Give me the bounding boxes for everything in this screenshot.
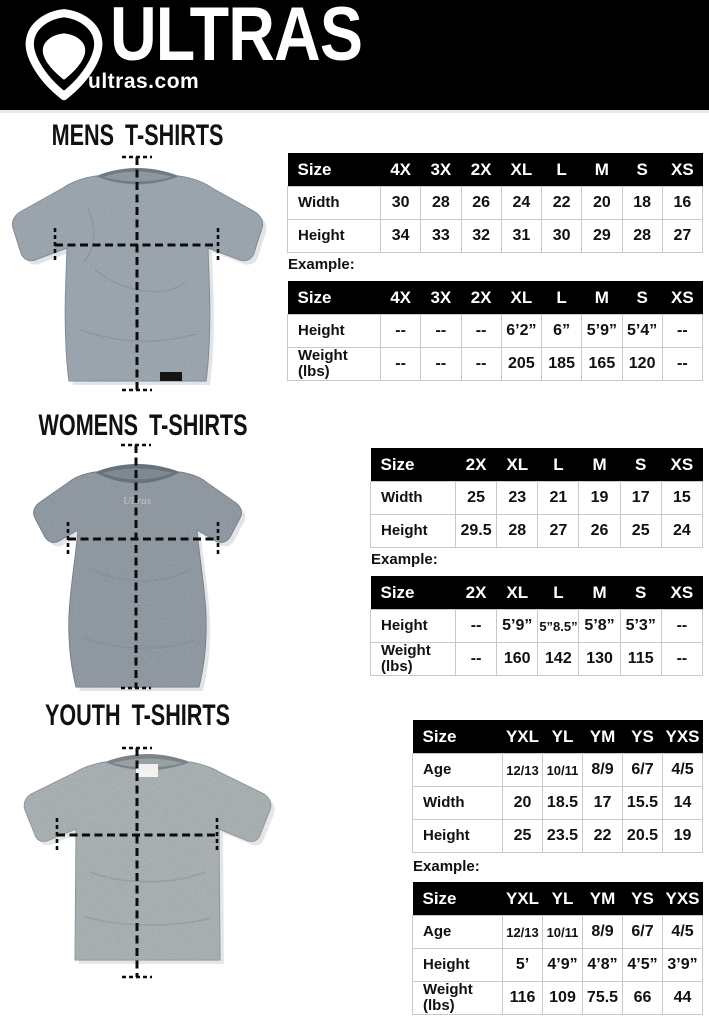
row-label: Weight (lbs) [371,643,456,676]
table-row [413,949,703,982]
size-header-cell: XS [662,153,702,187]
size-header-cell: YXS [663,720,703,754]
cell-value: 16 [662,187,702,220]
cell-value: -- [381,315,421,348]
cell-value: 120 [622,348,662,381]
section-title-youth: YOUTH T-SHIRTS [44,699,231,732]
womens-size-table [370,448,703,548]
youth-tshirt-image [5,742,290,982]
cell-value: 6/7 [623,916,663,949]
size-column-label: Size [371,448,456,482]
size-header-cell: S [622,153,662,187]
cell-value: -- [661,610,702,643]
cell-value: 23.5 [543,820,583,853]
brand-title: ULTRAS [110,0,363,77]
cell-value: 3’9” [663,949,703,982]
mens-size-table [287,153,703,253]
cell-value: 5’ [503,949,543,982]
cell-value: 21 [538,482,579,515]
cell-value: 5”8.5” [538,610,579,643]
size-header-cell: M [582,153,622,187]
cell-value: 24 [661,515,702,548]
cell-value: 33 [421,220,461,253]
cell-value: 6/7 [623,754,663,787]
size-header-cell: M [579,576,620,610]
cell-value: 4’9” [543,949,583,982]
cell-value: -- [661,643,702,676]
cell-value: 17 [583,787,623,820]
cell-value: 22 [542,187,582,220]
row-label: Height [371,515,456,548]
cell-value: 20 [503,787,543,820]
cell-value: 34 [381,220,421,253]
size-header-cell: M [579,448,620,482]
womens-tshirt-image [15,438,270,703]
cell-value: 5’9” [497,610,538,643]
size-column-label: Size [413,720,503,754]
cell-value: 109 [543,982,583,1015]
cell-value: -- [662,348,702,381]
size-header-cell: 2X [461,281,501,315]
cell-value: 18.5 [543,787,583,820]
size-header-cell: YL [543,720,583,754]
cell-value: 130 [579,643,620,676]
size-header-cell: XL [501,281,541,315]
cell-value: 4/5 [663,754,703,787]
table-row [288,315,703,348]
cell-value: -- [461,348,501,381]
row-label: Age [413,916,503,949]
size-header-cell: L [538,576,579,610]
cell-value: 142 [538,643,579,676]
cell-value: 44 [663,982,703,1015]
cell-value: 116 [503,982,543,1015]
row-label: Weight (lbs) [288,348,381,381]
mens-example-table [287,281,703,381]
size-header-cell: XS [661,448,702,482]
cell-value: 15.5 [623,787,663,820]
size-header-cell: YL [543,882,583,916]
size-header-cell: YXL [503,882,543,916]
row-label: Height [288,220,381,253]
site-header [0,0,709,113]
cell-value: 5’9” [582,315,622,348]
table-row [413,820,703,853]
size-header-cell: XL [501,153,541,187]
heather-texture [24,762,271,960]
size-header-cell: XL [497,576,538,610]
youth-example-label: Example: [413,858,480,875]
table-row [371,643,703,676]
size-header-cell: S [620,448,661,482]
cell-value: -- [662,315,702,348]
row-label: Weight (lbs) [413,982,503,1015]
size-header-cell: 3X [421,281,461,315]
table-row [371,515,703,548]
cell-value: 23 [497,482,538,515]
table-row [413,787,703,820]
cell-value: 75.5 [583,982,623,1015]
size-header-cell: 4X [381,281,421,315]
row-label: Height [371,610,456,643]
cell-value: 19 [663,820,703,853]
size-header-cell: YXS [663,882,703,916]
cell-value: 20.5 [623,820,663,853]
site-url: ultras.com [88,70,200,93]
cell-value: 20 [582,187,622,220]
chest-print: Ultras [122,495,152,507]
cell-value: -- [461,315,501,348]
womens-example-table [370,576,703,676]
cell-value: 115 [620,643,661,676]
cell-value: 6’2” [501,315,541,348]
cell-value: -- [421,315,461,348]
cell-value: 28 [497,515,538,548]
size-header-cell: 4X [381,153,421,187]
cell-value: -- [456,643,497,676]
row-label: Height [413,820,503,853]
cell-value: 26 [461,187,501,220]
table-row [288,220,703,253]
youth-size-table [412,720,703,853]
row-label: Width [371,482,456,515]
size-header-cell: L [538,448,579,482]
size-column-label: Size [371,576,456,610]
table-row [413,916,703,949]
cell-value: 24 [501,187,541,220]
cell-value: 29 [582,220,622,253]
table-row [371,482,703,515]
cell-value: 30 [542,220,582,253]
cell-value: -- [421,348,461,381]
row-label: Age [413,754,503,787]
cell-value: 26 [579,515,620,548]
cell-value: 4’8” [583,949,623,982]
youth-example-table [412,882,703,1015]
cell-value: 31 [501,220,541,253]
cell-value: 27 [538,515,579,548]
cell-value: 25 [456,482,497,515]
cell-value: 185 [542,348,582,381]
cell-value: 10/11 [543,916,583,949]
cell-value: 12/13 [503,916,543,949]
table-row [413,754,703,787]
cell-value: 28 [421,187,461,220]
size-header-cell: XL [497,448,538,482]
size-header-cell: YXL [503,720,543,754]
cell-value: 5’3” [620,610,661,643]
cell-value: 5’4” [622,315,662,348]
row-label: Height [288,315,381,348]
table-row [288,187,703,220]
cell-value: 8/9 [583,754,623,787]
cell-value: 6” [542,315,582,348]
cell-value: 32 [461,220,501,253]
size-header-cell: 2X [456,448,497,482]
table-row [288,348,703,381]
table-row [413,982,703,1015]
size-header-cell: YS [623,882,663,916]
size-header-cell: S [622,281,662,315]
cell-value: 30 [381,187,421,220]
cell-value: 18 [622,187,662,220]
size-header-cell: 2X [456,576,497,610]
size-header-cell: YM [583,882,623,916]
cell-value: 19 [579,482,620,515]
cell-value: 25 [620,515,661,548]
cell-value: 66 [623,982,663,1015]
row-label: Width [413,787,503,820]
cell-value: 28 [622,220,662,253]
womens-example-label: Example: [371,551,438,568]
size-header-cell: 2X [461,153,501,187]
hem-tag [160,372,182,381]
cell-value: 160 [497,643,538,676]
cell-value: 25 [503,820,543,853]
size-header-cell: L [542,153,582,187]
cell-value: 14 [663,787,703,820]
row-label: Height [413,949,503,982]
cell-value: 4’5” [623,949,663,982]
cell-value: 15 [661,482,702,515]
cell-value: 27 [662,220,702,253]
cell-value: 17 [620,482,661,515]
cell-value: 29.5 [456,515,497,548]
size-header-cell: 3X [421,153,461,187]
cell-value: 12/13 [503,754,543,787]
section-title-womens: WOMENS T-SHIRTS [38,409,248,442]
cell-value: -- [381,348,421,381]
mens-tshirt-image [0,150,285,400]
cell-value: 10/11 [543,754,583,787]
cell-value: 205 [501,348,541,381]
row-label: Width [288,187,381,220]
size-header-cell: YM [583,720,623,754]
mens-example-label: Example: [288,256,355,273]
heather-texture [34,472,242,687]
cell-value: -- [456,610,497,643]
size-header-cell: L [542,281,582,315]
cell-value: 8/9 [583,916,623,949]
size-header-cell: XS [661,576,702,610]
size-header-cell: YS [623,720,663,754]
size-header-cell: S [620,576,661,610]
size-header-cell: M [582,281,622,315]
size-column-label: Size [413,882,503,916]
size-column-label: Size [288,153,381,187]
size-column-label: Size [288,281,381,315]
size-header-cell: XS [662,281,702,315]
cell-value: 165 [582,348,622,381]
cell-value: 5’8” [579,610,620,643]
table-row [371,610,703,643]
cell-value: 22 [583,820,623,853]
section-title-mens: MENS T-SHIRTS [51,119,224,152]
cell-value: 4/5 [663,916,703,949]
